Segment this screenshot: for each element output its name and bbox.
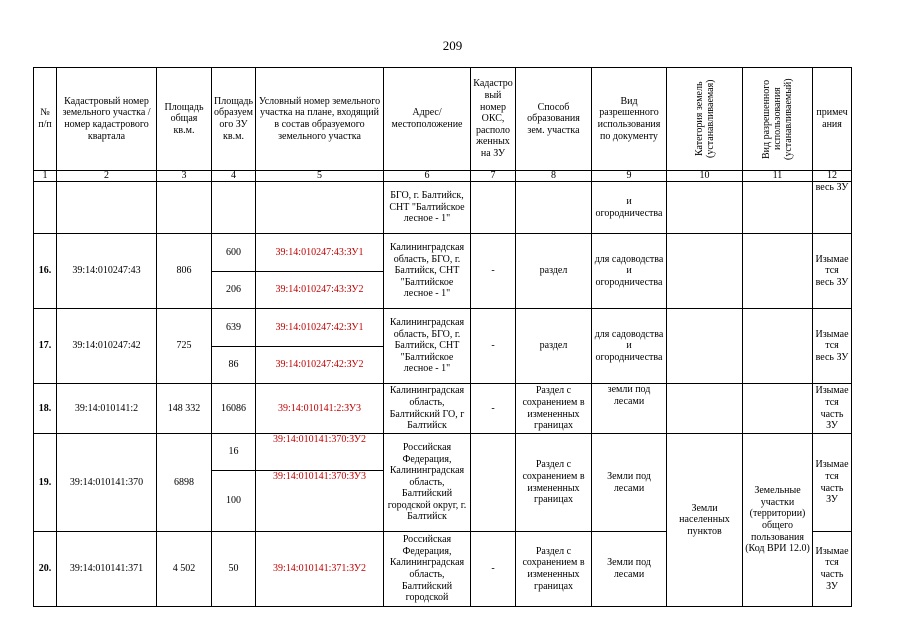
formation-method: Раздел с сохранением в измененных границах (516, 384, 592, 434)
col-number: 11 (743, 171, 813, 182)
area-formed: 206 (212, 272, 256, 309)
col-number: 2 (57, 171, 157, 182)
formation-method: раздел (516, 309, 592, 384)
area-formed: 50 (212, 532, 256, 607)
cont-address: БГО, г. Балтийск, СНТ "Балтийское лесное - 1" (384, 182, 471, 234)
cont-method (516, 182, 592, 234)
row-num: 20. (34, 532, 57, 607)
address: Калининградская область, Балтийский ГО, г Балтийск (384, 384, 471, 434)
area-total: 806 (157, 234, 212, 309)
cadastral-number: 39:14:010141:370 (57, 434, 157, 532)
address: Российская Федерация, Калининградская область, Балтийский городской округ, г. Балтийск (384, 434, 471, 532)
header-use-doc: Вид разрешенного использования по документу (592, 68, 667, 171)
area-formed: 16 (212, 434, 256, 471)
note: Изымается часть ЗУ (813, 532, 852, 607)
header-address: Адрес/ местоположение (384, 68, 471, 171)
note: Изымается весь ЗУ (813, 309, 852, 384)
area-formed: 100 (212, 471, 256, 532)
area-formed: 16086 (212, 384, 256, 434)
conditional-number: 39:14:010141:2:ЗУ3 (256, 384, 384, 434)
note: Изымается весь ЗУ (813, 234, 852, 309)
note: Изымается часть ЗУ (813, 434, 852, 532)
row-num: 19. (34, 434, 57, 532)
header-num: № п/п (34, 68, 57, 171)
cont-area-total (157, 182, 212, 234)
table-row (34, 309, 852, 347)
cont-use-set (743, 182, 813, 234)
col-number: 3 (157, 171, 212, 182)
header-method: Способ образования зем. участка (516, 68, 592, 171)
formation-method: раздел (516, 234, 592, 309)
header-row (34, 68, 852, 171)
land-plots-table (33, 67, 852, 607)
col-number: 6 (384, 171, 471, 182)
category-cell (667, 309, 743, 384)
address: Калининградская область, БГО, г. Балтийск, СНТ "Балтийское лесное - 1" (384, 234, 471, 309)
row-num: 18. (34, 384, 57, 434)
area-total: 4 502 (157, 532, 212, 607)
address: Российская Федерация, Калининградская область, Балтийский городской (384, 532, 471, 607)
area-total: 148 332 (157, 384, 212, 434)
header-area-formed: Площадь образуемого ЗУ кв.м. (212, 68, 256, 171)
cont-num (34, 182, 57, 234)
oks-number: - (471, 532, 516, 607)
cont-area (212, 182, 256, 234)
conditional-number: 39:14:010247:42:ЗУ2 (256, 347, 384, 384)
conditional-number: 39:14:010141:370:ЗУ3 (256, 471, 384, 532)
page-number: 209 (442, 38, 463, 53)
cont-note: весь ЗУ (813, 182, 852, 234)
header-category-text: Категория земель (устанавливаемая) (693, 79, 716, 159)
col-number: 9 (592, 171, 667, 182)
header-category (667, 68, 743, 171)
oks-number: - (471, 309, 516, 384)
area-total: 725 (157, 309, 212, 384)
conditional-number: 39:14:010247:42:ЗУ1 (256, 309, 384, 347)
cadastral-number: 39:14:010247:43 (57, 234, 157, 309)
oks-number (471, 434, 516, 532)
table-row (34, 234, 852, 272)
land-category: Земли населенных пунктов (667, 434, 743, 607)
area-formed: 639 (212, 309, 256, 347)
formation-method: Раздел с сохранением в измененных границах (516, 434, 592, 532)
row-num: 16. (34, 234, 57, 309)
use-by-document: земли под лесами (592, 384, 667, 434)
col-number: 7 (471, 171, 516, 182)
col-number: 10 (667, 171, 743, 182)
conditional-number: 39:14:010247:43:ЗУ2 (256, 272, 384, 309)
header-use-set-text: Вид разрешенного использования (устанавливаемый) (761, 78, 794, 160)
cadastral-number: 39:14:010247:42 (57, 309, 157, 384)
use-by-document: для садоводства и огородничества (592, 309, 667, 384)
cadastral-number: 39:14:010141:2 (57, 384, 157, 434)
address: Калининградская область, БГО, г. Балтийск, СНТ "Балтийское лесное - 1" (384, 309, 471, 384)
header-use-set (743, 68, 813, 171)
col-number: 1 (34, 171, 57, 182)
header-note: примечания (813, 68, 852, 171)
cadastral-number: 39:14:010141:371 (57, 532, 157, 607)
table-row-continued (34, 182, 852, 234)
header-oks: Кадастровый номер ОКС, расположенных на ЗУ (471, 68, 516, 171)
permitted-use-set: Земельные участки (территории) общего пользования (Код ВРИ 12.0) (743, 434, 813, 607)
use-set-cell (743, 384, 813, 434)
conditional-number: 39:14:010141:371:ЗУ2 (256, 532, 384, 607)
cont-category (667, 182, 743, 234)
category-cell (667, 384, 743, 434)
cont-oks (471, 182, 516, 234)
area-formed: 600 (212, 234, 256, 272)
cont-cadastral (57, 182, 157, 234)
use-set-cell (743, 309, 813, 384)
use-by-document: для садоводства и огородничества (592, 234, 667, 309)
conditional-number: 39:14:010141:370:ЗУ2 (256, 434, 384, 471)
table-row (34, 384, 852, 434)
cont-conditional (256, 182, 384, 234)
category-cell (667, 234, 743, 309)
column-number-row (34, 171, 852, 182)
header-conditional-number: Условный номер земельного участка на плане, входящий в состав образуемого земельного участка (256, 68, 384, 171)
table-row (34, 434, 852, 471)
use-by-document: Земли под лесами (592, 532, 667, 607)
conditional-number: 39:14:010247:43:ЗУ1 (256, 234, 384, 272)
area-formed: 86 (212, 347, 256, 384)
col-number: 12 (813, 171, 852, 182)
header-cadastral: Кадастровый номер земельного участка /номер кадастрового квартала (57, 68, 157, 171)
oks-number: - (471, 234, 516, 309)
col-number: 8 (516, 171, 592, 182)
area-total: 6898 (157, 434, 212, 532)
note: Изымается часть ЗУ (813, 384, 852, 434)
row-num: 17. (34, 309, 57, 384)
oks-number: - (471, 384, 516, 434)
use-by-document: Земли под лесами (592, 434, 667, 532)
cont-use-doc: и огородничества (592, 182, 667, 234)
col-number: 4 (212, 171, 256, 182)
col-number: 5 (256, 171, 384, 182)
use-set-cell (743, 234, 813, 309)
formation-method: Раздел с сохранением в измененных границах (516, 532, 592, 607)
header-area-total: Площадь общая кв.м. (157, 68, 212, 171)
